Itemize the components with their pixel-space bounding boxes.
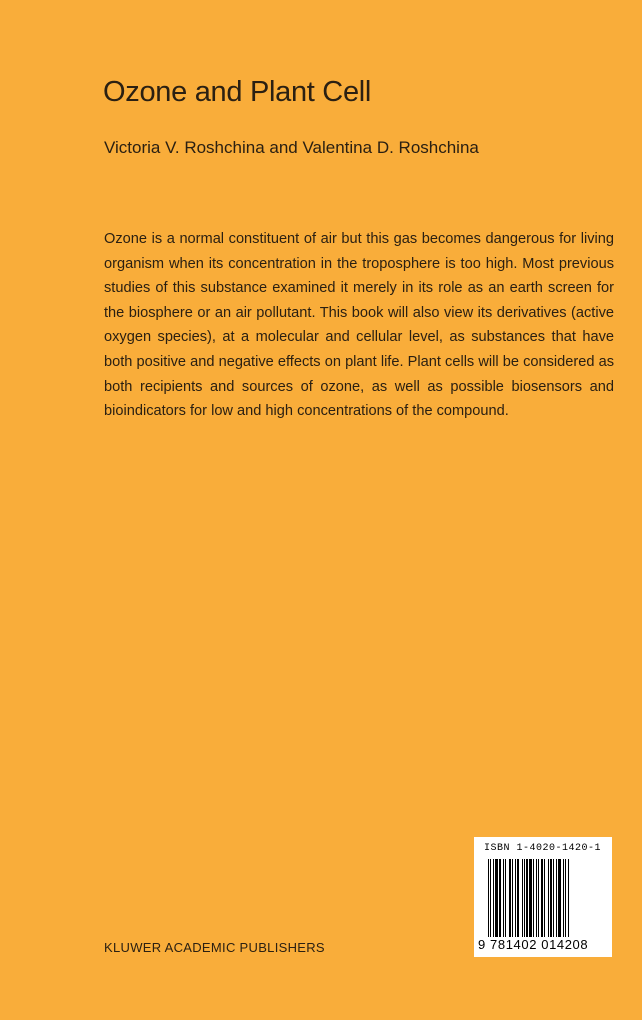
publisher-name: KLUWER ACADEMIC PUBLISHERS xyxy=(104,940,325,955)
book-description: Ozone is a normal constituent of air but this gas becomes dangerous for living organism when its concentration in the troposphere is too high. Most previous studies of this substance examined it merely in its role as an earth screen for the biosphere or an air pollutant. This book will also view its derivatives (active oxygen species), at a molecular and cellular level, as substances that have both positive and negative effects on plant life. Plant cells will be considered as both recipients and sources of ozone, as well as possible biosensors and bioindicators for low and high concentrations of the compound. xyxy=(104,231,614,420)
book-title: Ozone and Plant Cell xyxy=(103,76,372,108)
barcode-panel xyxy=(474,837,612,957)
ean-number: 9 781402 014208 xyxy=(478,937,589,952)
book-authors: Victoria V. Roshchina and Valentina D. Roshchina xyxy=(104,138,479,157)
isbn-label: ISBN 1-4020-1420-1 xyxy=(484,843,602,854)
barcode-icon xyxy=(488,859,600,937)
